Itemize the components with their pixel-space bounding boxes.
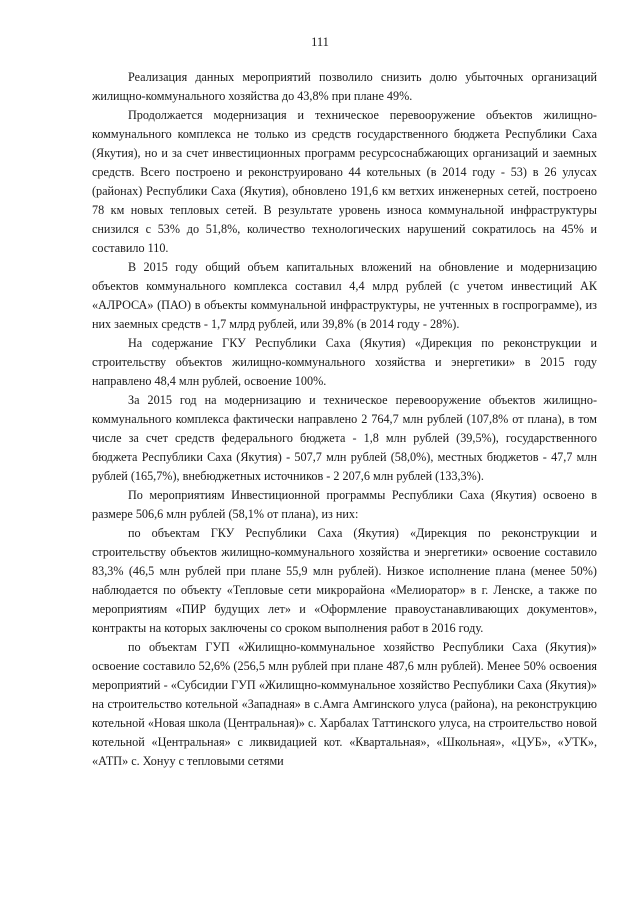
- page-number: 111: [311, 35, 329, 49]
- paragraph-capital-investment: В 2015 году общий объем капитальных вложений на обновление и модернизацию объектов коммунального комплекса составил 4,4 млрд рублей (с учетом инвестиций АК «АЛРОСА» (ПАО) в объекты коммунальной инфраструктуры, не учтенных в госпрограмме), из них заемных средств - 1,7 млрд рублей, или 39,8% (в 2014 году - 28%).: [92, 260, 597, 331]
- paragraph-modernization: Продолжается модернизация и техническое перевооружение объектов жилищно-коммунального комплекса не только из средств государственного бюджета Республики Саха (Якутия), но и за счет инвестиционных программ ресурсоснабжающих организаций и заемных средств. Всего построено и реконструировано 44 котельных (в 2014 году - 53) в 26 улусах (районах) Республики Саха (Якутия), обновлено 191,6 км ветхих инженерных сетей, построено 78 км новых тепловых сетей. В результате уровень износа коммунальной инфраструктуры снизился с 53% до 51,8%, количество технологических нарушений сократилось на 45% и составило 110.: [92, 108, 597, 255]
- paragraph-funding-sources: За 2015 год на модернизацию и техническое перевооружение объектов жилищно-коммунального комплекса фактически направлено 2 764,7 млн рублей (107,8% от плана), в том числе за счет средств федерального бюджета - 1,8 млн рублей (39,5%), государственного бюджета Республики Саха (Якутия) - 507,7 млн рублей (58,0%), местных бюджетов - 47,7 млн рублей (165,7%), внебюджетных источников - 2 207,6 млн рублей (133,3%).: [92, 393, 597, 483]
- paragraph-investment-program: По мероприятиям Инвестиционной программы Республики Саха (Якутия) освоено в размере 506,6 млн рублей (58,1% от плана), из них:: [92, 488, 597, 521]
- paragraph-gup-objects: по объектам ГУП «Жилищно-коммунальное хозяйство Республики Саха (Якутия)» освоение составило 52,6% (256,5 млн рублей при плане 487,6 млн рублей). Менее 50% освоения мероприятий - «Субсидии ГУП «Жилищно-коммунальное хозяйство Республики Саха (Якутия)» на строительство котельной «Западная» в с.Амга Амгинского улуса (района), на реконструкцию котельной «Новая школа (Центральная)» с. Харбалах Таттинского улуса, на строительство новой котельной «Центральная» с ликвидацией кот. «Квартальная», «Школьная», «ЦУБ», «УТК», «АТП» с. Хонуу с тепловыми сетями: [92, 640, 597, 768]
- paragraph-directorate-objects: по объектам ГКУ Республики Саха (Якутия) «Дирекция по реконструкции и строительству объектов жилищно-коммунального хозяйства и энергетики» освоение составило 83,3% (46,5 млн рублей при плане 55,9 млн рублей). Низкое исполнение плана (менее 50%) наблюдается по объекту «Тепловые сети микрорайона «Мелиоратор» в г. Ленске, а также по мероприятиям «ПИР будущих лет» и «Оформление правоустанавливающих документов», контракты на которых заключены со сроком выполнения работ в 2016 году.: [92, 526, 597, 635]
- paragraph-loss-making-share: Реализация данных мероприятий позволило снизить долю убыточных организаций жилищно-коммунального хозяйства до 43,8% при плане 49%.: [92, 70, 597, 103]
- document-body: [92, 68, 597, 771]
- paragraph-directorate-funding: На содержание ГКУ Республики Саха (Якутия) «Дирекция по реконструкции и строительству объектов жилищно-коммунального хозяйства и энергетики» в 2015 году направлено 48,4 млн рублей, освоение 100%.: [92, 336, 597, 388]
